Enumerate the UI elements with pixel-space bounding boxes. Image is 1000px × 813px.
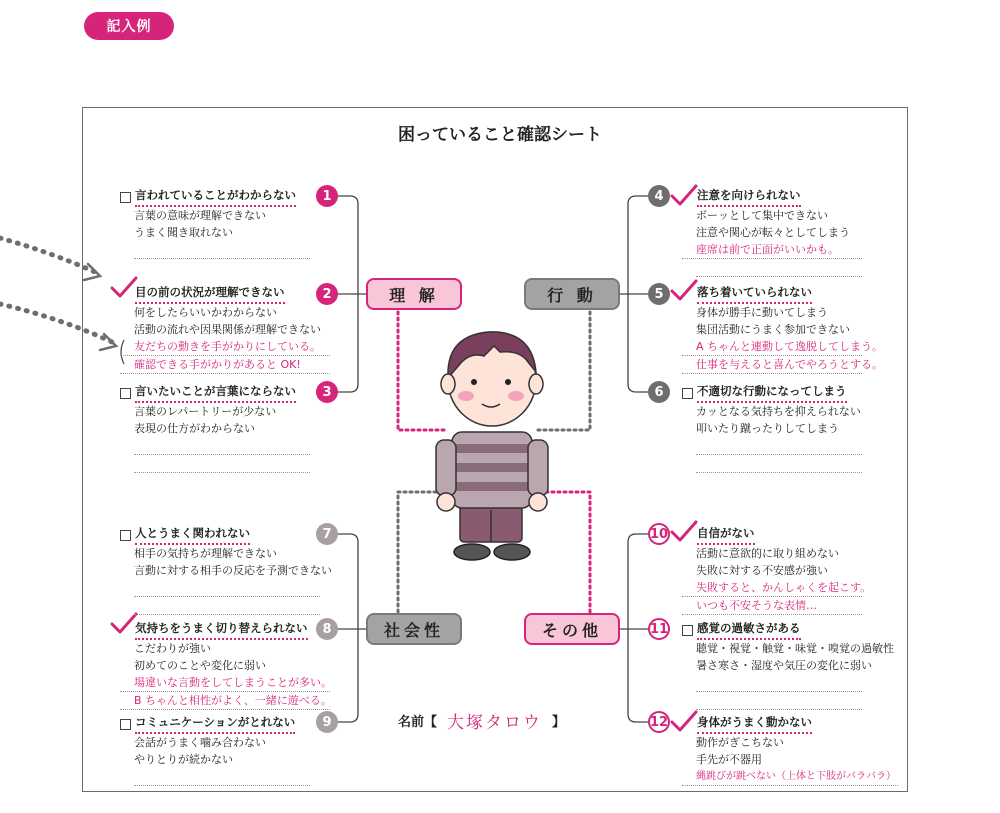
item-5 xyxy=(682,284,884,374)
item-3-blank-line-2[interactable] xyxy=(134,455,310,473)
category-social: 社会性 xyxy=(366,613,462,645)
item-11-checkbox[interactable] xyxy=(682,625,693,636)
item-5-label: 落ち着いていられない xyxy=(697,284,812,304)
item-10-label: 自信がない xyxy=(697,525,755,545)
item-12-sub-2: 手先が不器用 xyxy=(696,753,762,766)
number-6: 6 xyxy=(648,381,670,403)
item-3-sub-1: 言葉のレパートリーが少ない xyxy=(134,405,277,418)
sheet-title: 困っていること確認シート xyxy=(398,125,602,145)
item-1-checkbox[interactable] xyxy=(120,192,131,203)
item-10-sub-2: 失敗に対する不安感が強い xyxy=(696,564,828,577)
item-8-note-2: B ちゃんと相性がよく、一緒に遊べる。 xyxy=(120,692,330,710)
item-3-sub-2: 表現の仕方がわからない xyxy=(134,422,255,435)
item-10-sub-1: 活動に意欲的に取り組めない xyxy=(696,547,839,560)
item-5-sub-2: 集団活動にうまく参加できない xyxy=(696,323,850,336)
item-4-sub-2: 注意や関心が転々としてしまう xyxy=(696,226,850,239)
item-12-label: 身体がうまく動かない xyxy=(697,714,812,734)
item-8-sub-2: 初めてのことや変化に弱い xyxy=(134,659,266,672)
item-4-blank-line[interactable] xyxy=(696,259,862,277)
item-11-sub-1: 聴覚・視覚・触覚・味覚・嗅覚の過敏性 xyxy=(696,642,894,655)
item-1-sub-1: 言葉の意味が理解できない xyxy=(134,209,266,222)
item-10 xyxy=(682,525,872,615)
number-8: 8 xyxy=(316,618,338,640)
number-1: 1 xyxy=(316,185,338,207)
item-7 xyxy=(120,525,332,615)
item-11 xyxy=(682,620,894,710)
item-3-label: 言いたいことが言葉にならない xyxy=(135,383,296,403)
item-2-sub-2: 活動の流れや因果関係が理解できない xyxy=(134,323,321,336)
item-9 xyxy=(120,714,310,786)
item-2-note-2: 確認できる手がかりがあると OK! xyxy=(120,356,330,374)
item-6 xyxy=(682,383,862,473)
name-field xyxy=(398,708,565,733)
item-2-sub-1: 何をしたらいいかわからない xyxy=(134,306,277,319)
item-1-blank-line[interactable] xyxy=(134,241,310,259)
number-11: 11 xyxy=(648,618,670,640)
item-1 xyxy=(120,187,310,259)
item-8-note-1: 場違いな言動をしてしまうことが多い。 xyxy=(120,674,330,692)
item-6-checkbox[interactable] xyxy=(682,388,693,399)
item-8-sub-1: こだわりが強い xyxy=(134,642,211,655)
number-4: 4 xyxy=(648,185,670,207)
category-other: その他 xyxy=(524,613,620,645)
item-2-label: 目の前の状況が理解できない xyxy=(135,284,285,304)
number-12: 12 xyxy=(648,711,670,733)
item-4-sub-1: ボーッとして集中できない xyxy=(696,209,828,222)
number-3: 3 xyxy=(316,381,338,403)
item-10-note-1: 失敗すると、かんしゃくを起こす。 xyxy=(682,579,862,597)
item-9-checkbox[interactable] xyxy=(120,719,131,730)
category-understanding: 理 解 xyxy=(366,278,462,310)
item-12-sub-1: 動作がぎこちない xyxy=(696,736,784,749)
item-7-sub-2: 言動に対する相手の反応を予測できない xyxy=(134,564,332,577)
item-1-sub-2: うまく聞き取れない xyxy=(134,226,233,239)
example-badge: 記入例 xyxy=(84,12,174,40)
name-label: 名前【 xyxy=(398,715,438,730)
item-11-blank-line-2[interactable] xyxy=(696,692,862,710)
item-10-note-2: いつも不安そうな表情… xyxy=(682,597,862,615)
item-8-label: 気持ちをうまく切り替えられない xyxy=(135,620,308,640)
item-3-blank-line-1[interactable] xyxy=(134,437,310,455)
item-9-sub-1: 会話がうまく噛み合わない xyxy=(134,736,266,749)
item-5-sub-1: 身体が勝手に動いてしまう xyxy=(696,306,828,319)
number-7: 7 xyxy=(316,523,338,545)
item-9-sub-2: やりとりが続かない xyxy=(134,753,233,766)
item-3-checkbox[interactable] xyxy=(120,388,131,399)
name-bracket-close: 】 xyxy=(552,715,566,730)
item-7-checkbox[interactable] xyxy=(120,530,131,541)
item-2-note-1: 友だちの動きを手がかりにしている。 xyxy=(120,338,330,356)
number-10: 10 xyxy=(648,523,670,545)
item-4-label: 注意を向けられない xyxy=(697,187,801,207)
item-1-label: 言われていることがわからない xyxy=(135,187,296,207)
item-12 xyxy=(682,714,898,786)
item-11-label: 感覚の過敏さがある xyxy=(697,620,801,640)
name-value[interactable]: 大塚タロウ xyxy=(447,713,543,733)
item-5-note-2: 仕事を与えると喜んでやろうとする。 xyxy=(682,356,862,374)
item-9-label: コミュニケーションがとれない xyxy=(135,714,295,734)
item-12-note-1: 縄跳びが跳べない（上体と下肢がバラバラ） xyxy=(682,768,898,786)
item-7-label: 人とうまく関われない xyxy=(135,525,250,545)
item-6-sub-1: カッとなる気持ちを抑えられない xyxy=(696,405,861,418)
category-behavior: 行 動 xyxy=(524,278,620,310)
item-4 xyxy=(682,187,862,277)
item-6-blank-line-1[interactable] xyxy=(696,437,862,455)
item-8 xyxy=(120,620,330,710)
number-5: 5 xyxy=(648,283,670,305)
number-2: 2 xyxy=(316,283,338,305)
item-7-blank-line-1[interactable] xyxy=(134,579,320,597)
child-illustration xyxy=(436,332,548,560)
item-3 xyxy=(120,383,310,473)
number-9: 9 xyxy=(316,711,338,733)
item-9-blank-line[interactable] xyxy=(134,768,310,786)
item-2 xyxy=(120,284,330,374)
item-6-blank-line-2[interactable] xyxy=(696,455,862,473)
item-11-sub-2: 暑さ寒さ・湿度や気圧の変化に弱い xyxy=(696,659,872,672)
item-11-blank-line-1[interactable] xyxy=(696,674,862,692)
item-5-note-1: A ちゃんと連動して逸脱してしまう。 xyxy=(682,338,862,356)
item-7-sub-1: 相手の気持ちが理解できない xyxy=(134,547,277,560)
item-7-blank-line-2[interactable] xyxy=(134,597,320,615)
item-6-label: 不適切な行動になってしまう xyxy=(697,383,847,403)
item-6-sub-2: 叩いたり蹴ったりしてしまう xyxy=(696,422,839,435)
item-4-note-1: 座席は前で正面がいいかも。 xyxy=(682,241,862,259)
